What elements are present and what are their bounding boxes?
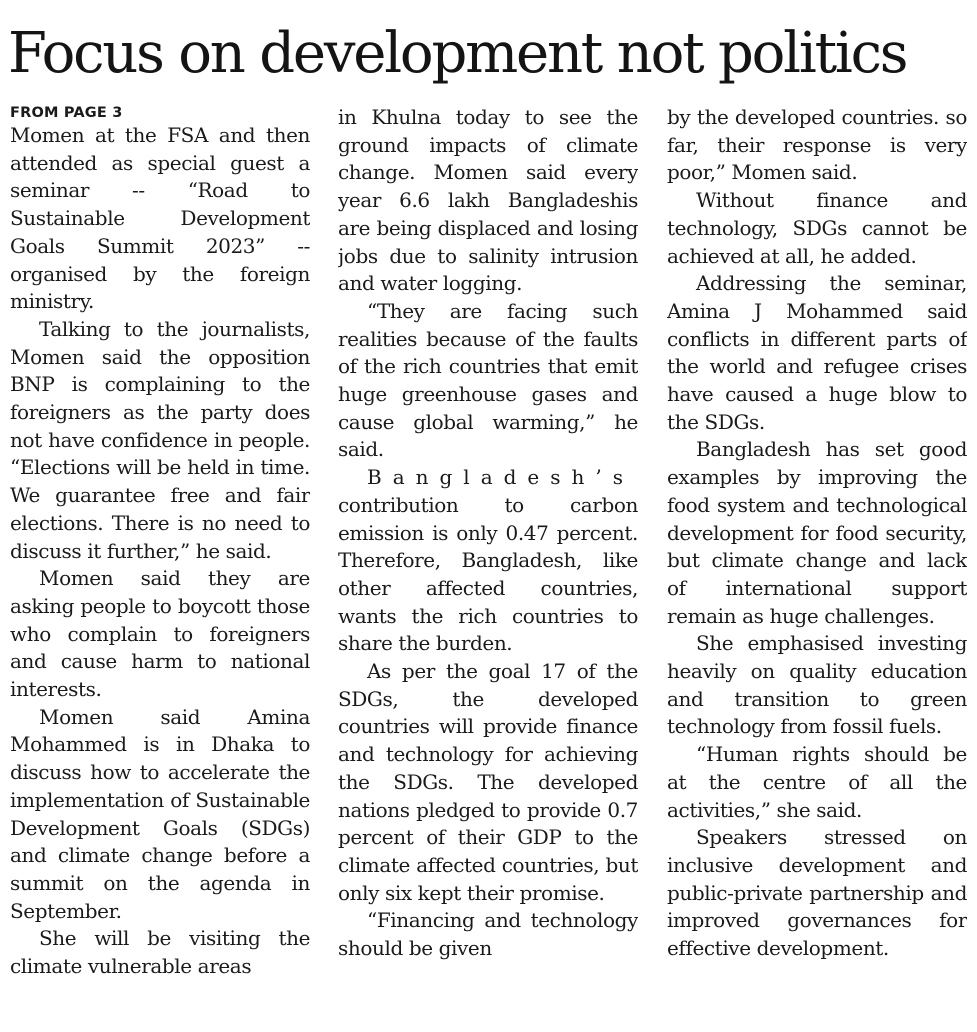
paragraph: Momen at the FSA and then attended as special guest a seminar -- “Road to Sustainable Development Goals Summit 2023” -- organised by the foreign ministry. xyxy=(10,123,310,314)
column-3 xyxy=(667,104,967,1024)
paragraph: Bangladesh has set good examples by improving the food system and technological development for food security, but climate change and lack of international support remain as huge challenges. xyxy=(667,437,967,628)
paragraph: Addressing the seminar, Amina J Mohammed said conflicts in different parts of the world and refugee crises have caused a huge blow to the SDGs. xyxy=(667,271,967,434)
paragraph: She will be visiting the climate vulnerable areas xyxy=(10,926,310,979)
paragraph: Without finance and technology, SDGs cannot be achieved at all, he added. xyxy=(667,188,967,268)
paragraph: Speakers stressed on inclusive development and public-private partnership and improved governances for effective development. xyxy=(667,825,967,961)
paragraph: in Khulna today to see the ground impacts of climate change. Momen said every year 6.6 lakh Bangladeshis are being displaced and losing jobs due to salinity intrusion and water logging. xyxy=(338,105,638,296)
paragraph: Momen said Amina Mohammed is in Dhaka to discuss how to accelerate the implementation of Sustainable Development Goals (SDGs) and climate change before a summit on the agenda in September. xyxy=(10,704,310,923)
paragraph-text: contribution to carbon emission is only 0.47 percent. Therefore, Bangladesh, like other affected countries, wants the rich countries to share the burden. xyxy=(338,492,638,656)
paragraph: Talking to the journalists, Momen said the opposition BNP is complaining to the foreigners as the party does not have confidence in people. “Elections will be held in time. We guarantee free and fair elections. There is no need to discuss it further,” he said. xyxy=(10,316,310,563)
paragraph: She emphasised investing heavily on quality education and transition to green technology from fossil fuels. xyxy=(667,631,967,739)
paragraph: Momen said they are asking people to boycott those who complain to foreigners and cause harm to national interests. xyxy=(10,566,310,702)
paragraph xyxy=(338,464,638,658)
continuation-label: FROM PAGE 3 xyxy=(10,105,123,121)
paragraph: “Human rights should be at the centre of all the activities,” she said. xyxy=(667,742,967,822)
column-2 xyxy=(338,104,638,1024)
article-body xyxy=(10,104,968,1024)
paragraph: “They are facing such realities because of the faults of the rich countries that emit huge greenhouse gases and cause global warming,” he said. xyxy=(338,298,638,462)
article-headline: Focus on development not politics xyxy=(8,21,907,86)
paragraph: “Financing and technology should be given xyxy=(338,908,638,961)
column-1 xyxy=(10,104,310,1024)
paragraph: As per the goal 17 of the SDGs, the developed countries will provide finance and technology for achieving the SDGs. The developed nations pledged to provide 0.7 percent of their GDP to the climate affected countries, but only six kept their promise. xyxy=(338,659,638,905)
tracked-word: Bangladesh’s xyxy=(367,465,635,490)
paragraph: by the developed countries. so far, their response is very poor,” Momen said. xyxy=(667,105,967,185)
